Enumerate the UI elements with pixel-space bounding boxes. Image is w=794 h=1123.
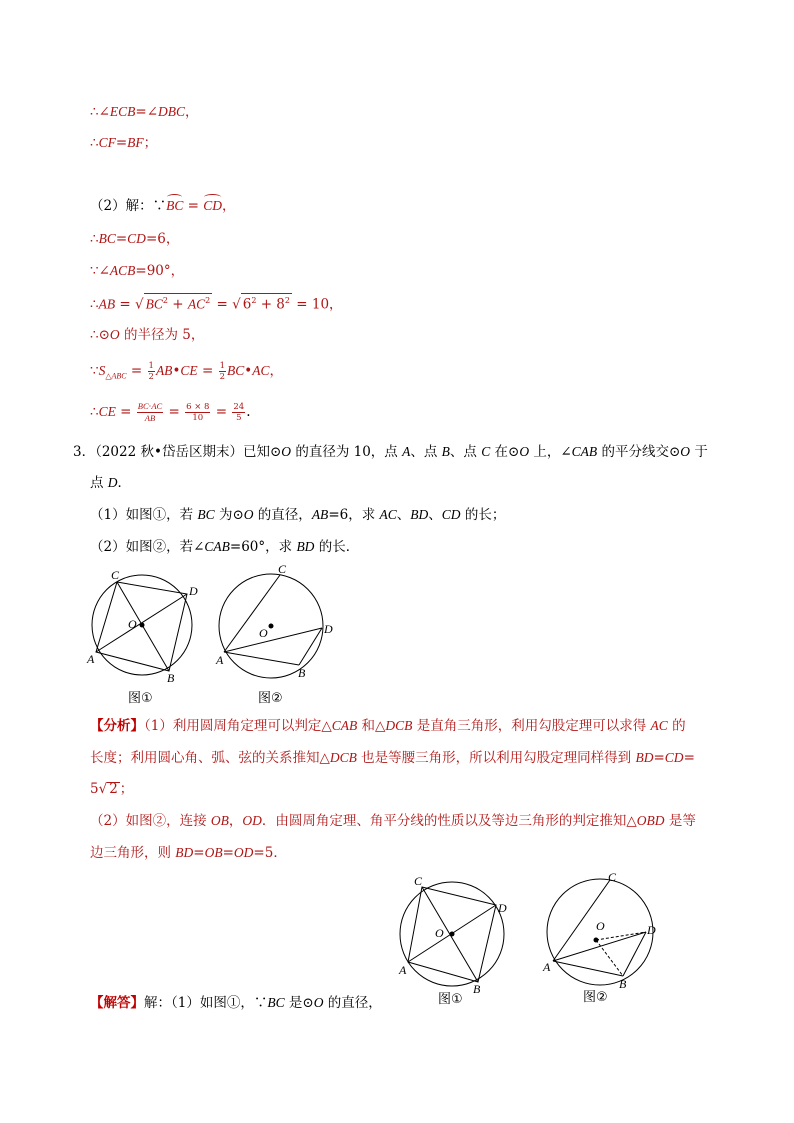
label-C: C [111, 568, 120, 582]
problem-source: （2022 秋•岱岳区期末） [95, 444, 243, 460]
label-D: D [498, 901, 507, 915]
label-O: O [259, 626, 268, 640]
label-A: A [543, 960, 551, 974]
label-B: B [473, 982, 481, 995]
figure-2-caption: 图② [258, 690, 283, 705]
label-B: B [619, 977, 627, 991]
label-C: C [414, 874, 423, 888]
label-O: O [435, 926, 444, 940]
answer-tag: 【解答】 [90, 995, 144, 1011]
label-B: B [167, 671, 175, 685]
analysis-tag: 【分析】 [90, 718, 144, 734]
solution-line-5: ∵∠ACB=90°， [90, 263, 185, 279]
label-A: A [216, 653, 224, 667]
solution-line-7: ∴⊙O 的半径为 5， [90, 327, 205, 343]
label-C: C [608, 870, 617, 884]
problem-line-1: 3．（2022 秋•岱岳区期末）已知⊙O 的直径为 10，点 A、点 B、点 C 在⊙O 上，∠CAB 的平分线交⊙O 于 [73, 444, 708, 460]
label-D: D [324, 622, 333, 636]
answer-line-1: 【解答】解：（1）如图①，∵BC 是⊙O 的直径， [90, 995, 382, 1011]
figure-1-caption: 图① [128, 690, 153, 705]
label-A: A [87, 652, 95, 666]
figure-1-problem [85, 566, 205, 686]
label-B: B [298, 666, 306, 680]
label-A: A [399, 963, 407, 977]
problem-question-2: （2）如图②，若∠CAB=60°，求 BD 的长． [90, 539, 360, 555]
label-D: D [189, 584, 198, 598]
figure-1-answer [393, 870, 518, 995]
label-C: C [278, 562, 287, 576]
problem-line-2: 点 D． [90, 475, 132, 491]
solution-line-6: ∴AB = √ $BC^2 + AC^2$ = √ $6^2 + 8^2 = 10$， [90, 293, 343, 314]
problem-question-1: （1）如图①，若 BC 为⊙O 的直径，AB=6，求 AC、BD、CD 的长； [90, 507, 506, 523]
figure-2-answer [538, 866, 668, 991]
solution-line-3: （2）解：∵BC = CD， [90, 198, 236, 214]
solution-line-1: ∴∠ECB=∠DBC， [90, 104, 199, 120]
figure-2-answer-caption: 图② [583, 989, 608, 1004]
analysis-line-2: 长度；利用圆心角、弧、弦的关系推知△DCB 也是等腰三角形，所以利用勾股定理同样得到 BD=CD= [90, 750, 695, 766]
solution-line-2: ∴CF=BF； [90, 135, 158, 151]
label-O: O [596, 919, 605, 933]
analysis-line-3: 5√ 2 ； [90, 781, 134, 797]
solution-line-4: ∴BC=CD=6， [90, 231, 180, 247]
analysis-line-1: 【分析】（1）利用圆周角定理可以判定△CAB 和△DCB 是直角三角形，利用勾股定理可以求得 AC 的 [90, 718, 686, 734]
figure-2-problem [212, 560, 342, 685]
label-O: O [128, 617, 137, 631]
problem-number: 3． [73, 444, 96, 460]
solution-line-9: ∴CE = $\frac{BC\cdot AC}{AB}$ = $\frac{6 \times 8}{10}$ = $\frac{24}{5}$ . [90, 401, 251, 423]
label-D: D [647, 923, 656, 937]
analysis-line-5: 边三角形，则 BD=OB=OD=5． [90, 845, 287, 861]
solution-line-8: $\because S_{\triangle ABC}$ = $\frac{1}{2}$ AB•CE = $\frac{1}{2}$ BC•AC， [90, 361, 283, 382]
figure-1-answer-caption: 图① [438, 991, 463, 1006]
analysis-line-4: （2）如图②，连接 OB，OD．由圆周角定理、角平分线的性质以及等边三角形的判定推知△OBD 是等 [90, 813, 696, 829]
